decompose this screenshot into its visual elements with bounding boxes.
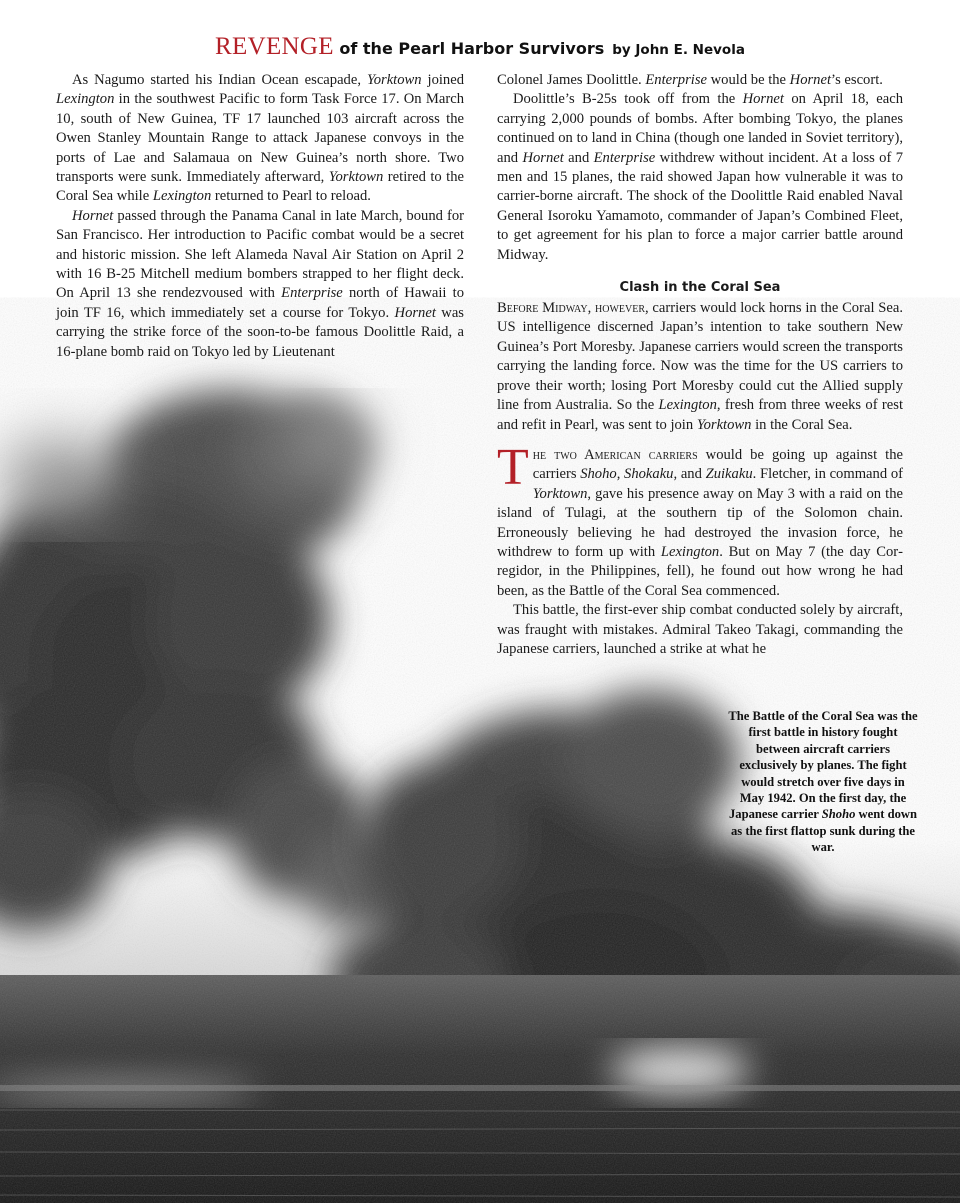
text-run: was carrying the strike force of the soon-to-be famous Doolittle Raid, a 16-plane bomb raid on Tokyo led by Lieutenant — [56, 304, 464, 360]
text-run: in the Coral Sea. — [751, 416, 853, 433]
italic-run: Yorktown — [532, 485, 588, 502]
text-run: retired to the Coral Sea while — [56, 169, 464, 205]
article-title-main: REVENGE — [215, 33, 334, 60]
italic-run: Hornet — [394, 304, 436, 321]
smallcaps-run: Before Midway, however — [497, 300, 645, 317]
italic-run: Lexington — [658, 397, 717, 414]
italic-run: Hornet — [742, 91, 784, 108]
text-run: returned to Pearl to reload. — [211, 188, 371, 205]
text-run: in the southwest Pacific to form Task Force 17. On March 10, south of New Guinea, TF 17 launched 103 aircraft across the Owen Stanley Mountain Range to attack Japanese convoys in the ports of Lae and Salamaua on New Guinea’s north shore. Two transports were sunk. Immediately afterward, — [56, 91, 464, 186]
paragraph — [497, 71, 903, 90]
italic-run: Hornet — [789, 72, 832, 88]
italic-run: Hornet — [522, 149, 564, 166]
italic-run: Lexington — [56, 91, 115, 108]
text-run: , carriers would lock horns in the Coral Sea. US intelligence discerned Japan’s intention to take southern New Guinea’s Port Moresby. Japanese carriers would screen the transports carrying the landing force. Now was the time for the US carriers to prove their worth; losing Port Moresby could cut the Allied supply line from Australia. So the — [497, 300, 903, 414]
text-run: on April 18, each carrying 2,000 pounds of bombs. After bombing Tokyo, the planes continued on to land in China (though one landed in Soviet territory), and — [497, 91, 903, 166]
italic-run: Shoho — [821, 807, 856, 822]
section-subhead: Clash in the Coral Sea — [619, 280, 781, 296]
text-run: joined — [421, 72, 464, 88]
italic-run: Enterprise — [645, 72, 707, 88]
article-header — [0, 33, 960, 64]
smallcaps-run: he two American carriers — [532, 446, 698, 463]
text-run: ’s escort. — [831, 72, 883, 88]
text-run: , and — [673, 466, 706, 483]
paragraph-body — [497, 438, 903, 599]
paragraph — [56, 207, 464, 362]
paragraph — [497, 601, 903, 659]
paragraph — [56, 71, 464, 207]
paragraph-dropcap — [497, 438, 903, 601]
paragraph — [497, 90, 903, 265]
italic-run: Yorktown — [328, 169, 384, 186]
text-run: The Battle of the Coral Sea was the first battle in history fought between aircraft carriers exclusively by planes. The fight would stretch over five days in May 1942. On the first day, the Japanese carrier — [728, 709, 918, 822]
italic-run: Hornet — [72, 207, 114, 224]
italic-run: Shoho — [580, 466, 617, 483]
paragraph — [497, 299, 903, 435]
italic-run: Zuikaku — [705, 466, 753, 483]
italic-run: Enterprise — [281, 285, 343, 302]
text-run: passed through the Panama Canal in late March, bound for San Francisco. Her introduction to Pacific combat would be a secret and historic mission. She left Alameda Naval Air Station on April 2 with 16 B-25 Mitchell medium bombers strapped to her flight deck. On April 13 she rendezvoused with — [56, 207, 464, 302]
text-run: , — [616, 466, 625, 483]
text-run: Doolittle’s B-25s took off from the — [513, 91, 743, 108]
text-run: . Fletcher, in command of — [752, 466, 903, 483]
text-run: This battle, the first-ever ship combat conducted solely by aircraft, was fraught with mistakes. Admiral Takeo Takagi, commanding the Japanese carriers, launched a strike at what he — [497, 602, 903, 657]
text-run: , gave his presence away on May 3 with a raid on the island of Tulagi, at the southern tip of the Solomon chain. Erroneously believing he had destroyed the invasion force, he withdrew to form up with — [497, 485, 903, 560]
italic-run: Enterprise — [593, 149, 656, 166]
text-run: and — [563, 149, 594, 166]
text-run: would be the — [706, 72, 790, 88]
text-run: . But on May 7 (the day Corregidor, in the Philippines, fell), he found out how wrong he had been, as the Battle of the Coral Sea commenced. — [497, 543, 903, 599]
text-run: north of Hawaii to join TF 16, which immediately set a course for Tokyo. — [56, 285, 464, 321]
italic-run: Yorktown — [696, 416, 752, 433]
italic-run: Yorktown — [366, 72, 422, 88]
drop-cap: T — [497, 438, 529, 496]
text-column-right — [497, 71, 903, 659]
text-run: went down as the first flattop sunk during the war. — [730, 807, 917, 855]
italic-run: Lexington — [152, 188, 212, 205]
photo-caption — [728, 708, 918, 856]
article-byline: by John E. Nevola — [612, 42, 745, 58]
text-column-left — [56, 71, 464, 362]
text-run: Colonel James Doolittle. — [497, 72, 646, 88]
article-title-rest: of the Pearl Harbor Survivors — [333, 39, 605, 58]
italic-run: Lexington — [660, 543, 720, 560]
text-run: , fresh from three weeks of rest and refit in Pearl, was sent to join — [497, 397, 903, 433]
italic-run: Shokaku — [624, 466, 674, 483]
text-run: withdrew without incident. At a loss of 7 men and 15 planes, the raid showed Japan how vulnerable it was to carrier-borne aircraft. The shock of the Doolittle Raid enabled Naval General Isoroku Yamamoto, commander of Japan’s Combined Fleet, to get agreement for his plan to force a major carrier battle around Midway. — [497, 149, 903, 263]
text-run: would be going up against the carriers — [532, 446, 903, 483]
text-run: As Nagumo started his Indian Ocean escapade, — [72, 72, 367, 88]
